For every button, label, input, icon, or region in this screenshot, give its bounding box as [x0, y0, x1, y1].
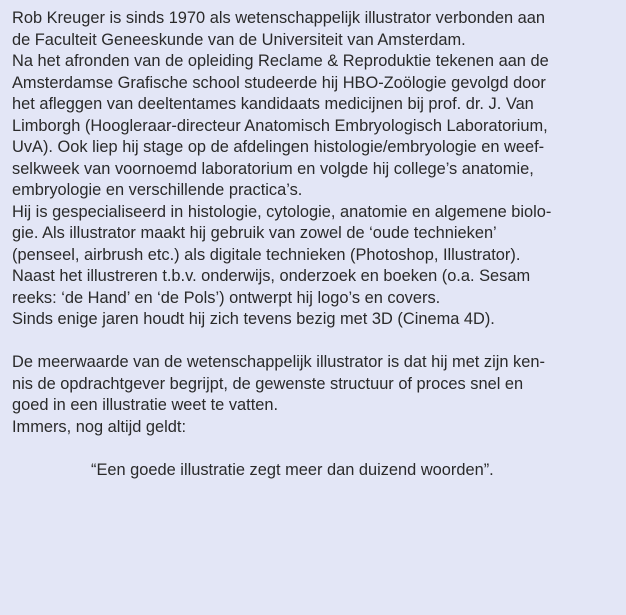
- paragraph-spacer: [12, 331, 620, 353]
- text-line: De meerwaarde van de wetenschappelijk illustrator is dat hij met zijn ken-: [12, 353, 545, 371]
- text-line: gie. Als illustrator maakt hij gebruik van zowel de ‘oude technieken’: [12, 224, 497, 242]
- paragraph-spacer: [12, 438, 620, 460]
- text-line: reeks: ‘de Hand’ en ‘de Pols’) ontwerpt hij logo’s en covers.: [12, 288, 441, 307]
- text-line: Sinds enige jaren houdt hij zich tevens bezig met 3D (Cinema 4D).: [12, 310, 495, 328]
- text-line: het afleggen van deeltentames kandidaats medicijnen bij prof. dr. J. Van: [12, 95, 534, 113]
- bio-paragraph-2: [12, 352, 620, 438]
- bio-paragraph-1: [12, 8, 620, 331]
- text-line: Immers, nog altijd geldt:: [12, 417, 186, 436]
- text-line: Amsterdamse Grafische school studeerde hij HBO-Zoölogie gevolgd door: [12, 73, 546, 92]
- text-line: goed in een illustratie weet te vatten.: [12, 396, 279, 414]
- text-line: de Faculteit Geneeskunde van de Universiteit van Amsterdam.: [12, 30, 466, 49]
- text-line: UvA). Ook liep hij stage op de afdelingen histologie/embryologie en weef-: [12, 138, 545, 156]
- text-line: Rob Kreuger is sinds 1970 als wetenschappelijk illustrator verbonden aan: [12, 9, 546, 27]
- text-line: (penseel, airbrush etc.) als digitale technieken (Photoshop, Illustrator).: [12, 245, 521, 264]
- text-line: Hij is gespecialiseerd in histologie, cytologie, anatomie en algemene biolo-: [12, 202, 552, 221]
- quote-text: “Een goede illustratie zegt meer dan duizend woorden”.: [91, 460, 494, 479]
- text-line: embryologie en verschillende practica’s.: [12, 181, 303, 199]
- text-line: nis de opdrachtgever begrijpt, de gewenste structuur of proces snel en: [12, 374, 524, 393]
- text-line: Naast het illustreren t.b.v. onderwijs, onderzoek en boeken (o.a. Sesam: [12, 267, 531, 285]
- text-line: Na het afronden van de opleiding Reclame & Reproduktie tekenen aan de: [12, 52, 549, 70]
- text-line: Limborgh (Hoogleraar-directeur Anatomisch Embryologisch Laboratorium,: [12, 116, 548, 135]
- text-line: selkweek van voornoemd laboratorium en volgde hij college’s anatomie,: [12, 159, 534, 178]
